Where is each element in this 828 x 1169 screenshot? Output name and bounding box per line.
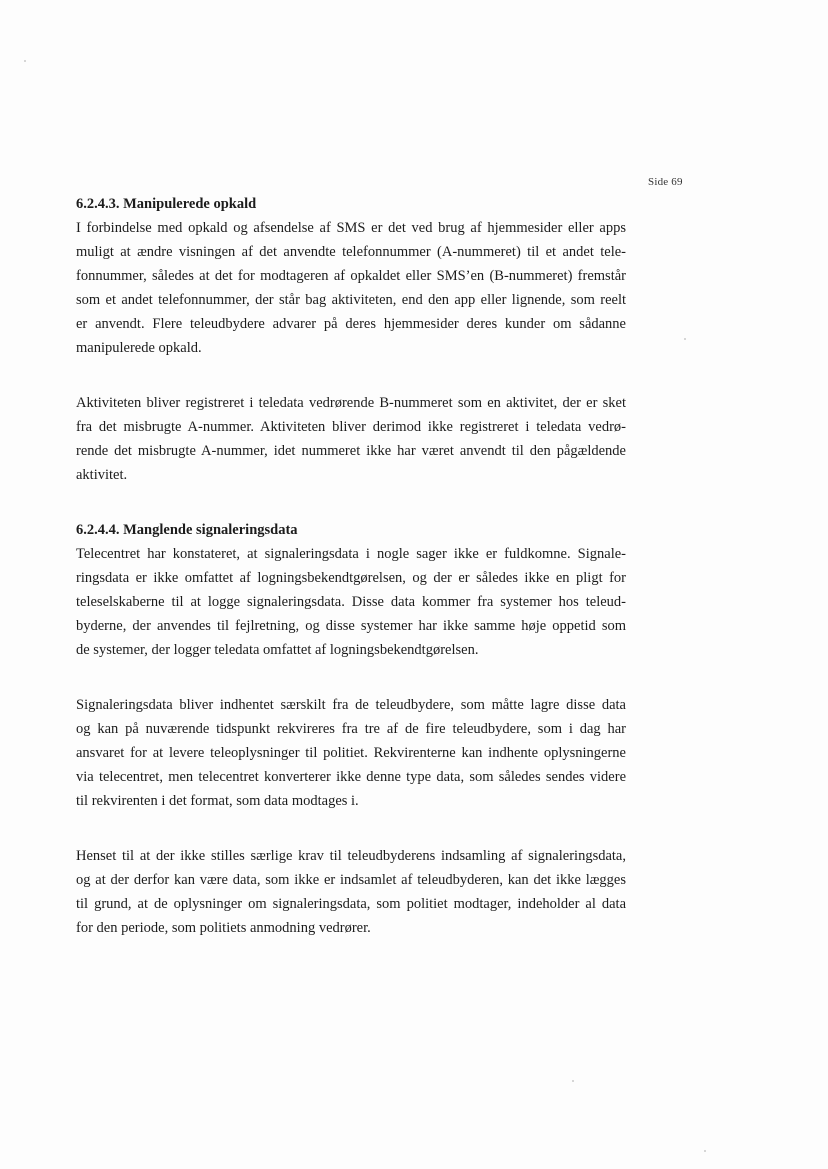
scan-speck [704, 1150, 706, 1152]
text-line: til rekvirenten i det format, som data modtages i. [76, 793, 359, 809]
section-heading: 6.2.4.4. Manglende signaleringsdata [76, 522, 298, 538]
text-line: som et andet telefonnummer, der står bag aktiviteten, end den app eller lignende, som reelt [76, 292, 626, 308]
text-line: teleselskaberne til at logge signaleringsdata. Disse data kommer fra systemer hos teleud- [76, 594, 626, 610]
paragraph [76, 216, 626, 360]
text-line: og at der derfor kan være data, som ikke er indsamlet af teleudbyderen, kan det ikke lægges [76, 872, 626, 888]
text-line: til grund, at de oplysninger om signaleringsdata, som politiet modtager, indeholder al data [76, 896, 626, 912]
paragraph [76, 542, 626, 662]
scan-speck [684, 338, 686, 340]
paragraph [76, 391, 626, 487]
text-line: I forbindelse med opkald og afsendelse af SMS er det ved brug af hjemmesider eller apps [76, 220, 626, 236]
text-line: rende det misbrugte A-nummer, idet nummeret ikke har været anvendt til den pågældende [76, 443, 626, 459]
text-line: er anvendt. Flere teleudbydere advarer på deres hjemmesider deres kunder om sådanne [76, 316, 626, 332]
text-line: manipulerede opkald. [76, 340, 202, 356]
text-line: fonnummer, således at det for modtageren af opkaldet eller SMS’en (B-nummeret) fremstår [76, 268, 626, 284]
text-line: Henset til at der ikke stilles særlige krav til teleudbyderens indsamling af signaleringsdata, [76, 848, 626, 864]
text-line: Signaleringsdata bliver indhentet særskilt fra de teleudbydere, som måtte lagre disse data [76, 697, 626, 713]
text-line: ansvaret for at levere teleoplysninger til politiet. Rekvirenterne kan indhente oplysningerne [76, 745, 626, 761]
text-line: via telecentret, men telecentret konverterer ikke denne type data, som således sendes videre [76, 769, 626, 785]
text-line: ringsdata er ikke omfattet af logningsbekendtgørelsen, og der er således ikke en pligt for [76, 570, 626, 586]
paragraph [76, 693, 626, 813]
section-manglende-signaleringsdata [76, 518, 626, 940]
section-manipulerede-opkald [76, 192, 626, 487]
text-line: fra det misbrugte A-nummer. Aktiviteten bliver derimod ikke registreret i teledata vedrø- [76, 419, 626, 435]
text-line: for den periode, som politiets anmodning vedrører. [76, 920, 371, 936]
text-line: muligt at ændre visningen af det anvendte telefonnummer (A-nummeret) til et andet tele- [76, 244, 626, 260]
section-heading: 6.2.4.3. Manipulerede opkald [76, 196, 257, 212]
text-line: Telecentret har konstateret, at signaleringsdata i nogle sager ikke er fuldkomne. Signale- [76, 546, 626, 562]
scan-speck [24, 60, 26, 62]
text-line: Aktiviteten bliver registreret i teledata vedrørende B-nummeret som en aktivitet, der er sket [76, 395, 626, 411]
scan-speck [572, 1080, 574, 1082]
page-content [76, 192, 626, 940]
text-line: de systemer, der logger teledata omfattet af logningsbekendtgørelsen. [76, 642, 479, 658]
text-line: aktivitet. [76, 467, 128, 483]
page-number: Side 69 [648, 176, 683, 188]
text-line: byderne, der anvendes til fejlretning, og disse systemer har ikke samme høje oppetid som [76, 618, 626, 634]
paragraph [76, 844, 626, 940]
text-line: og kan på nuværende tidspunkt rekvireres fra tre af de fire teleudbydere, som i dag har [76, 721, 626, 737]
